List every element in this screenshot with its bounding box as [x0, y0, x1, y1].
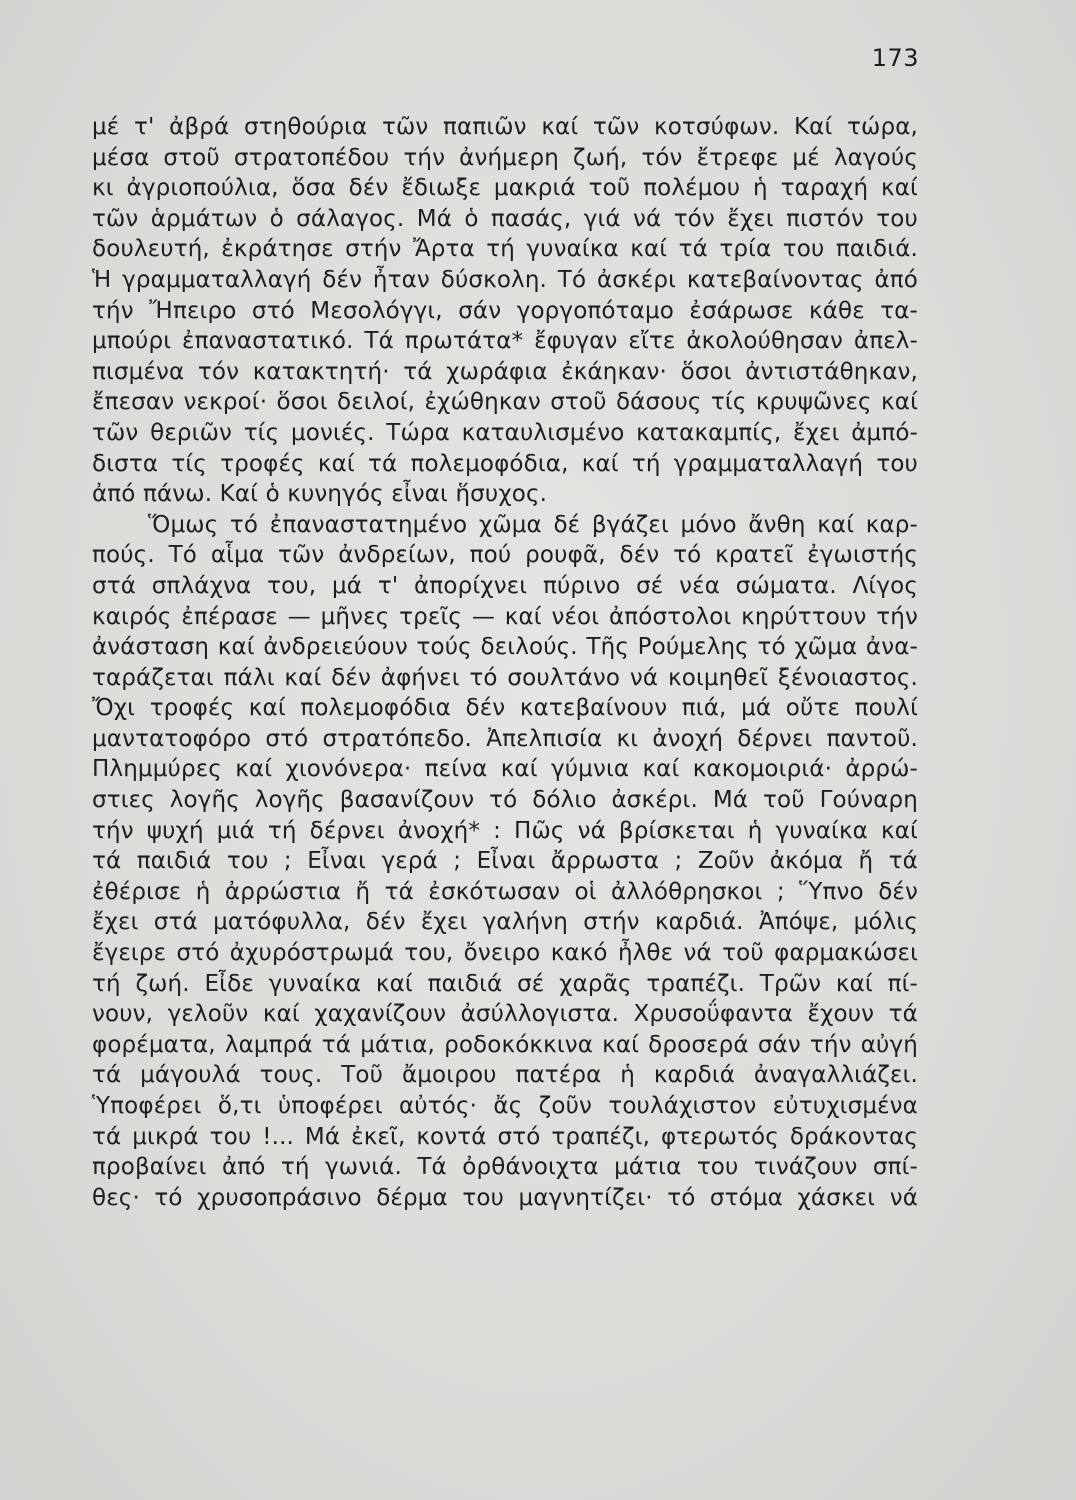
text-line: τῶν ἁρμάτων ὁ σάλαγος. Μά ὁ πασάς, γιά νά τόν ἔχει πιστόν του — [92, 205, 918, 232]
text-line: μαντατοφόρο στό στρατόπεδο. Ἀπελπισία κι ἀνοχή δέρνει παντοῦ. — [92, 725, 918, 752]
text-line: τήν Ἤπειρο στό Μεσολόγγι, σάν γοργοπόταμο ἐσάρωσε κάθε τα- — [92, 297, 918, 324]
text-line: δουλευτή, ἐκράτησε στήν Ἄρτα τή γυναίκα καί τά τρία του παιδιά. — [92, 236, 918, 263]
text-line: τή ζωή. Εἶδε γυναίκα καί παιδιά σέ χαρᾶς τραπέζι. Τρῶν καί πί- — [92, 970, 918, 997]
text-line: πούς. Τό αἷμα τῶν ἀνδρείων, πού ρουφᾶ, δέν τό κρατεῖ ἐγωιστής — [92, 542, 918, 569]
text-line: ἔχει στά ματόφυλλα, δέν ἔχει γαλήνη στήν καρδιά. Ἀπόψε, μόλις — [92, 909, 918, 936]
text-line: νουν, γελοῦν καί χαχανίζουν ἀσύλλογιστα. Χρυσοΰφαντα ἔχουν τά — [92, 1001, 918, 1028]
text-line: τά μάγουλά τους. Τοῦ ἄμοιρου πατέρα ἡ καρδιά ἀναγαλλιάζει. — [92, 1062, 918, 1089]
text-line: θες· τό χρυσοπράσινο δέρμα του μαγνητίζει· τό στόμα χάσκει νά — [92, 1184, 918, 1211]
body-text — [92, 112, 918, 1213]
text-line: ἔγειρε στό ἀχυρόστρωμά του, ὄνειρο κακό ἦλθε νά τοῦ φαρμακώσει — [92, 940, 918, 967]
text-line: τά παιδιά του ; Εἶναι γερά ; Εἶναι ἄρρωστα ; Ζοῦν ἀκόμα ἤ τά — [92, 848, 918, 875]
page-number: 173 — [871, 44, 919, 72]
text-line: μέσα στοῦ στρατοπέδου τήν ἀνήμερη ζωή, τόν ἔτρεφε μέ λαγούς — [92, 144, 918, 171]
text-line: Ἡ γραμματαλλαγή δέν ἦταν δύσκολη. Τό ἀσκέρι κατεβαίνοντας ἀπό — [92, 266, 918, 293]
text-line: μέ τ' ἀβρά στηθούρια τῶν παπιῶν καί τῶν κοτσύφων. Καί τώρα, — [92, 114, 918, 140]
text-line: πισμένα τόν κατακτητή· τά χωράφια ἐκάηκαν· ὅσοι ἀντιστάθηκαν, — [92, 358, 918, 385]
paragraph-end-line: ἀπό πάνω. Καί ὁ κυνηγός εἶναι ἥσυχος. — [92, 481, 548, 508]
paragraph-start-line: Ὅμως τό ἐπαναστατημένο χῶμα δέ βγάζει μόνο ἄνθη καί καρ- — [148, 511, 918, 538]
text-line: τά μικρά του !... Μά ἐκεῖ, κοντά στό τραπέζι, φτερωτός δράκοντας — [92, 1123, 918, 1150]
text-line: μπούρι ἐπαναστατικό. Τά πρωτάτα* ἔφυγαν εἴτε ἀκολούθησαν ἀπελ- — [92, 328, 918, 355]
text-line: ἐθέρισε ἡ ἀρρώστια ἤ τά ἐσκότωσαν οἱ ἀλλόθρησκοι ; Ὕπνο δέν — [92, 878, 918, 905]
text-line: στά σπλάχνα του, μά τ' ἀπορίχνει πύρινο σέ νέα σώματα. Λίγος — [92, 572, 918, 599]
text-line: ἀνάσταση καί ἀνδρειεύουν τούς δειλούς. Τῆς Ρούμελης τό χῶμα ἀνα- — [92, 634, 918, 661]
text-line: ἔπεσαν νεκροί· ὅσοι δειλοί, ἐχώθηκαν στοῦ δάσους τίς κρυψῶνες καί — [92, 389, 918, 416]
text-line: ταράζεται πάλι καί δέν ἀφήνει τό σουλτάνο νά κοιμηθεῖ ξένοιαστος. — [92, 664, 918, 691]
text-line: προβαίνει ἀπό τή γωνιά. Τά ὀρθάνοιχτα μάτια του τινάζουν σπί- — [92, 1154, 918, 1181]
text-line: κι ἀγριοπούλια, ὅσα δέν ἔδιωξε μακριά τοῦ πολέμου ἡ ταραχή καί — [92, 175, 918, 202]
text-line: Πλημμύρες καί χιονόνερα· πείνα καί γύμνια καί κακομοιριά· ἀρρώ- — [92, 756, 918, 783]
text-line: καιρός ἐπέρασε — μῆνες τρεῖς — καί νέοι ἀπόστολοι κηρύττουν τήν — [92, 603, 918, 630]
text-line: φορέματα, λαμπρά τά μάτια, ροδοκόκκινα καί δροσερά σάν τήν αὐγή — [92, 1031, 918, 1058]
text-line: στιες λογῆς λογῆς βασανίζουν τό δόλιο ἀσκέρι. Μά τοῦ Γούναρη — [92, 787, 918, 814]
text-line: τῶν θεριῶν τίς μονιές. Τώρα καταυλισμένο κατακαμπίς, ἔχει ἀμπό- — [92, 419, 918, 446]
text-line: τήν ψυχή μιά τή δέρνει ἀνοχή* : Πῶς νά βρίσκεται ἡ γυναίκα καί — [92, 817, 918, 844]
text-line: διστα τίς τροφές καί τά πολεμοφόδια, καί τή γραμματαλλαγή του — [92, 450, 918, 477]
text-line: Ὄχι τροφές καί πολεμοφόδια δέν κατεβαίνουν πιά, μά οὔτε πουλί — [92, 695, 918, 722]
text-line: Ὑποφέρει ὅ,τι ὑποφέρει αὐτός· ἄς ζοῦν τουλάχιστον εὐτυχισμένα — [92, 1093, 918, 1119]
